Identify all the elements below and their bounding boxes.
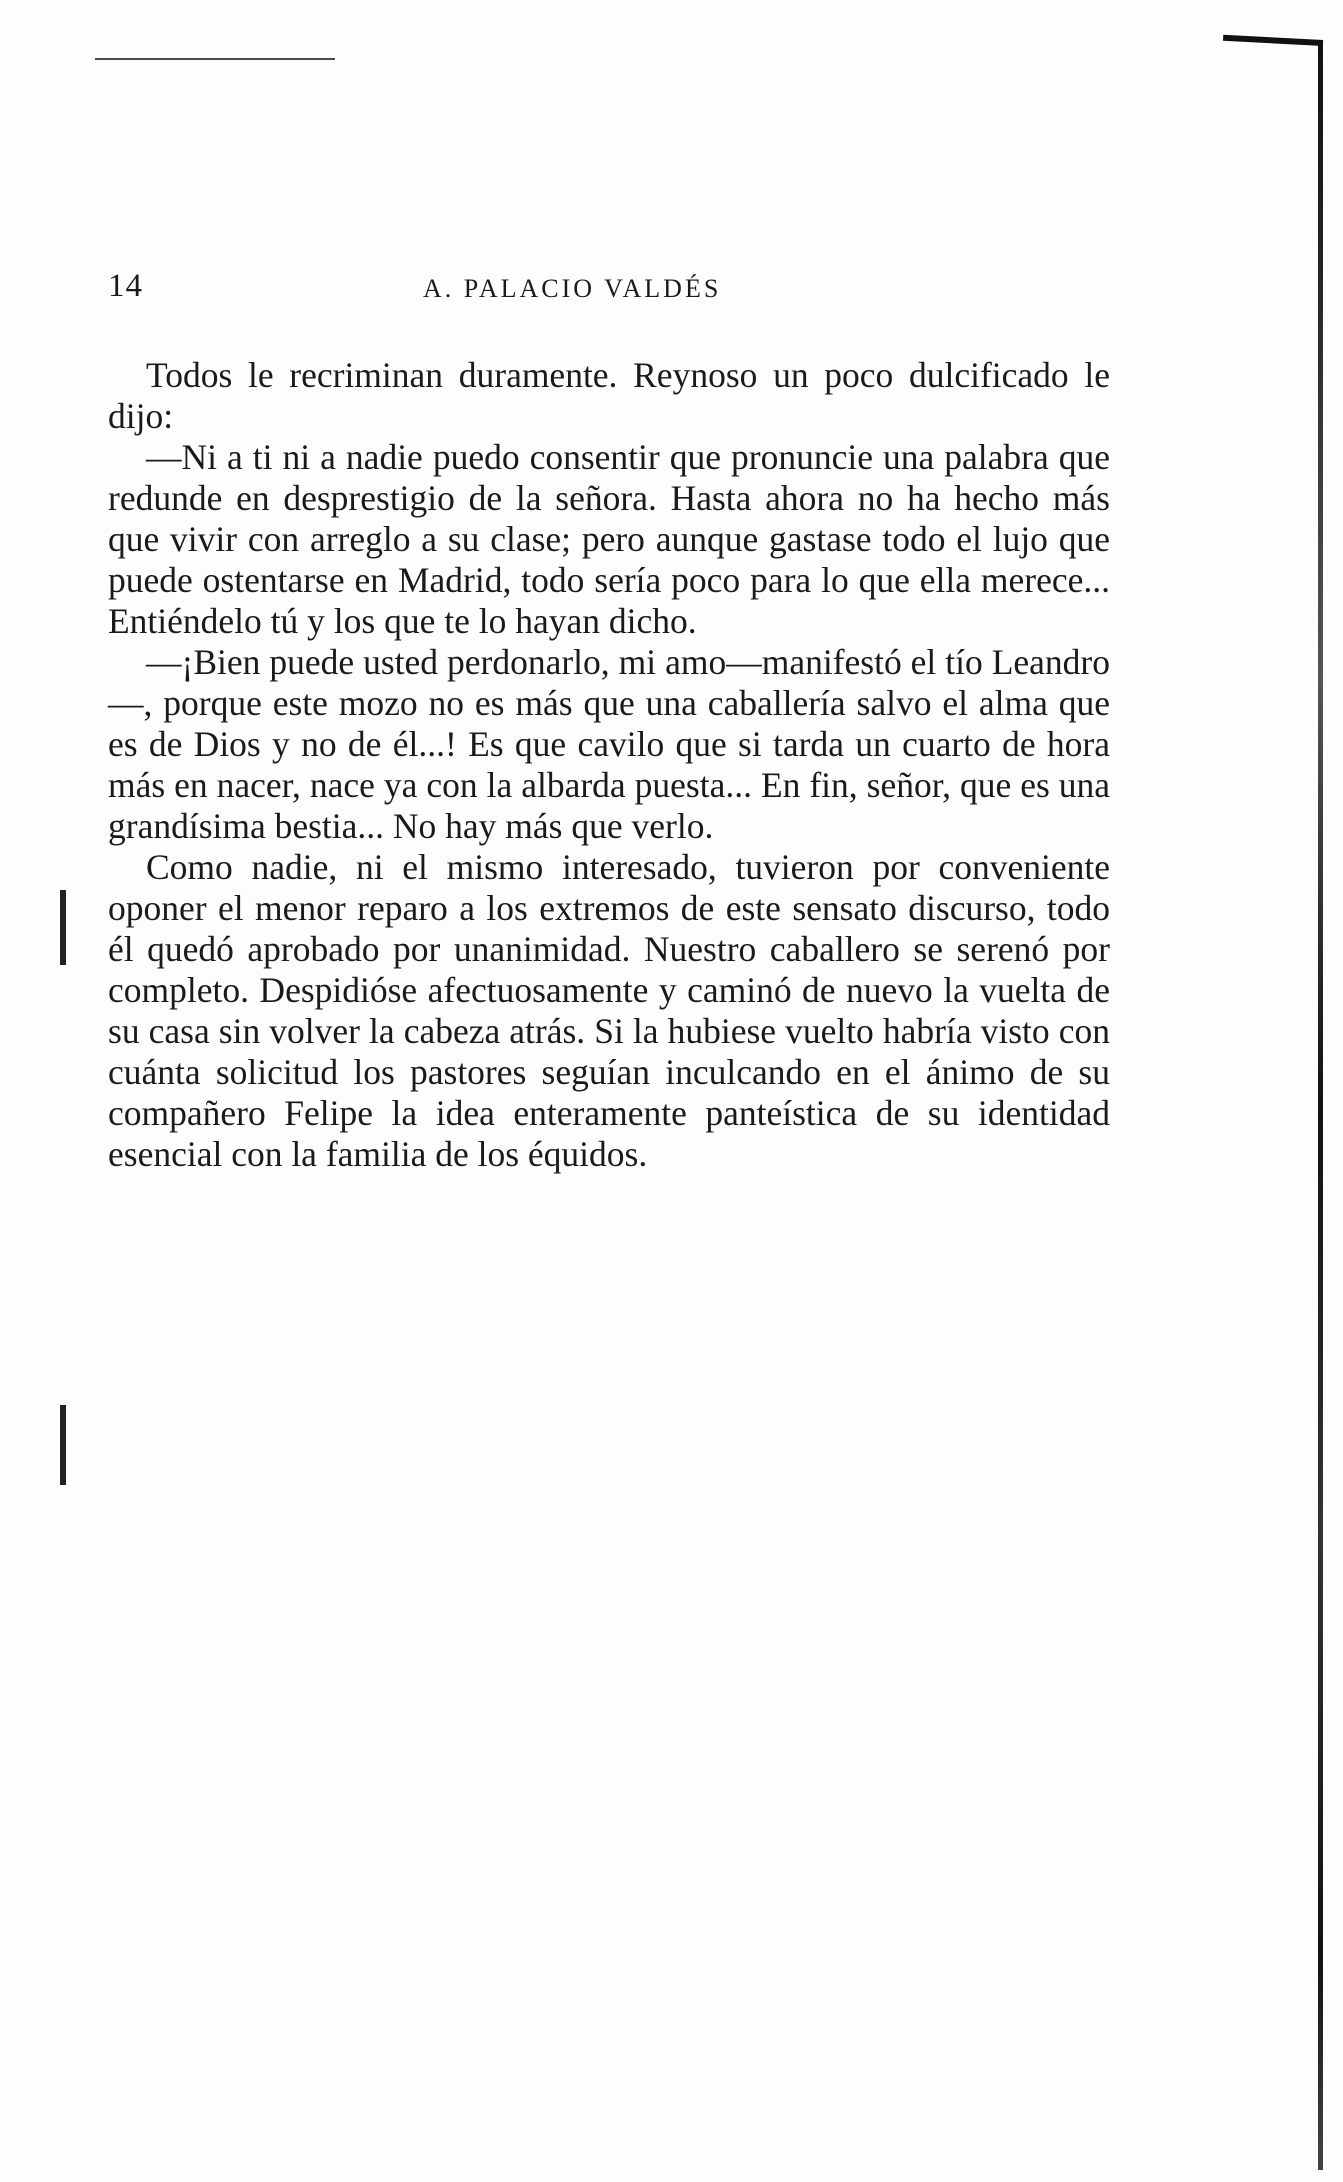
- page-number: 14: [108, 268, 143, 304]
- body-text: [108, 355, 1110, 1175]
- paragraph: —¡Bien puede usted perdonarlo, mi amo—manifestó el tío Leandro—, porque este mozo no es más que una caballería salvo el alma que es de Dios y no de él...! Es que cavilo que si tarda un cuarto de hora más en nacer, nace ya con la albarda puesta... En fin, señor, que es una grandísima bestia... No hay más que verlo.: [108, 642, 1110, 846]
- scan-left-mark: [60, 890, 66, 965]
- running-head: A. PALACIO VALDÉS: [423, 274, 722, 303]
- scan-right-edge-top: [1223, 35, 1323, 46]
- paragraph: Todos le recriminan duramente. Reynoso un poco dulcificado le dijo:: [108, 355, 1110, 436]
- paragraph: Como nadie, ni el mismo interesado, tuvieron por conveniente oponer el menor reparo a los extremos de este sensato discurso, todo él quedó aprobado por unanimidad. Nuestro caballero se serenó por completo. Despidióse afectuosamente y caminó de nuevo la vuelta de su casa sin volver la cabeza atrás. Si la hubiese vuelto habría visto con cuánta solicitud los pastores seguían inculcando en el ánimo de su compañero Felipe la idea enteramente panteística de su identidad esencial con la familia de los équidos.: [108, 847, 1110, 1174]
- scan-left-mark: [60, 1405, 66, 1485]
- paragraph: —Ni a ti ni a nadie puedo consentir que pronuncie una palabra que redunde en desprestigio de la señora. Hasta ahora no ha hecho más que vivir con arreglo a su clase; pero aunque gastase todo el lujo que puede ostentarse en Madrid, todo sería poco para lo que ella merece... Entiéndelo tú y los que te lo hayan dicho.: [108, 437, 1110, 641]
- scan-top-rule: [95, 58, 335, 60]
- page-header: [108, 268, 1208, 308]
- scan-right-edge: [1318, 40, 1323, 2170]
